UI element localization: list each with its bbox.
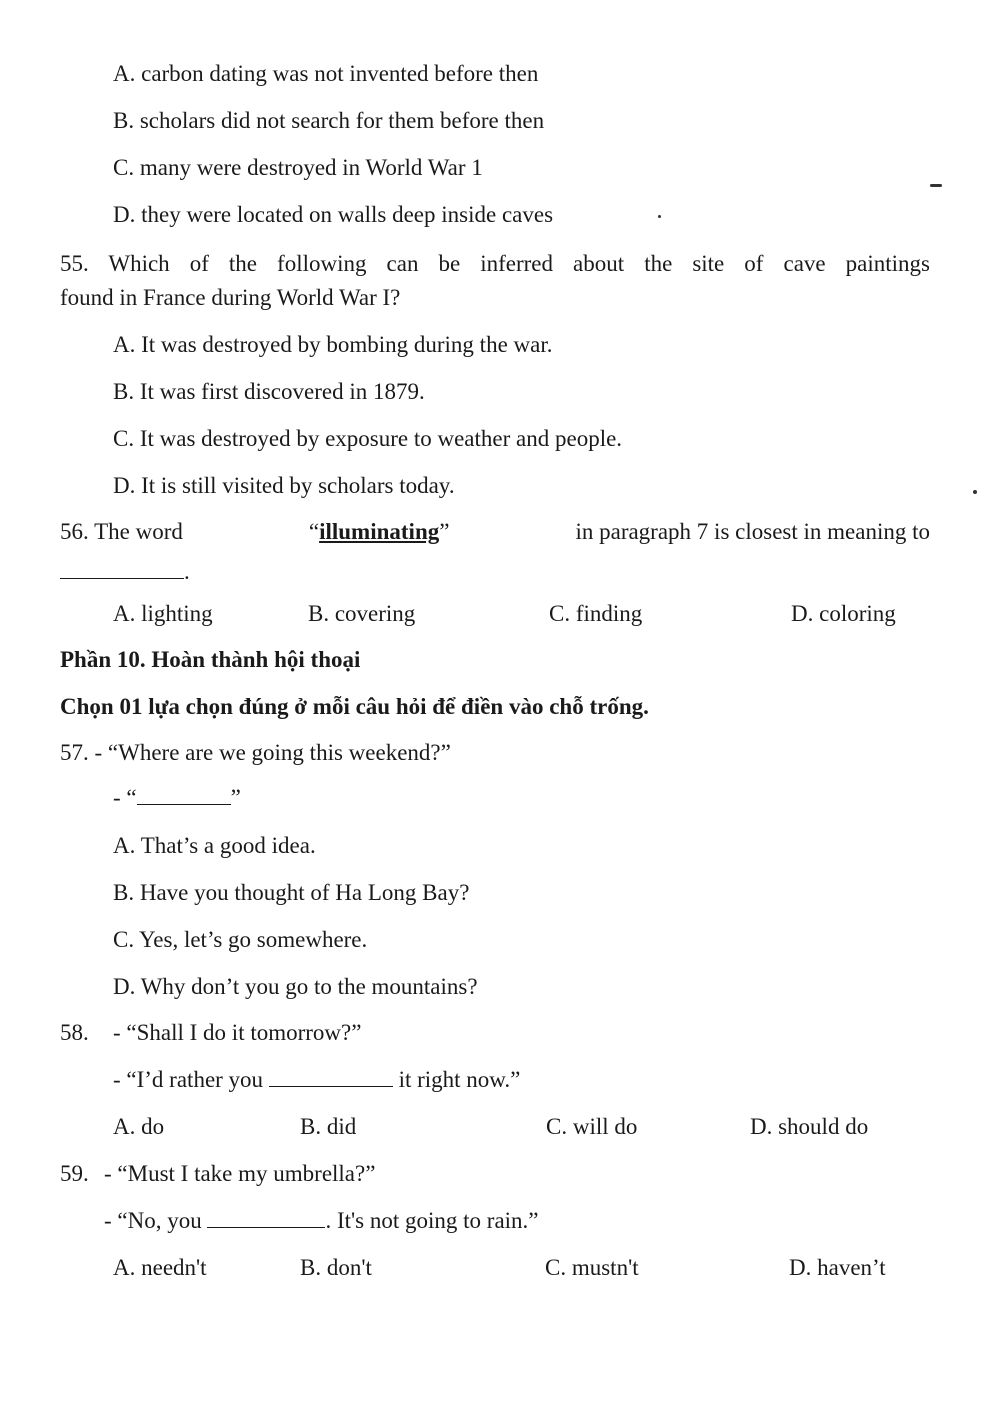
q58-option-a: A. do bbox=[113, 1114, 165, 1139]
q56-keyword-group bbox=[309, 518, 450, 546]
q56-option-b: B. covering bbox=[308, 601, 416, 626]
q59-reply-before: - “No, you bbox=[104, 1208, 202, 1233]
q58-option-c: C. will do bbox=[546, 1114, 638, 1139]
q59-prompt: - “Must I take my umbrella?” bbox=[104, 1161, 376, 1186]
q54-option-b: B. scholars did not search for them before then bbox=[113, 108, 545, 133]
q54-option-c: C. many were destroyed in World War 1 bbox=[113, 155, 483, 180]
q55-option-c: C. It was destroyed by exposure to weather and people. bbox=[113, 426, 623, 451]
q57-reply-open: - “ bbox=[113, 785, 137, 810]
q59-option-b: B. don't bbox=[300, 1255, 372, 1280]
q55-option-a: A. It was destroyed by bombing during the war. bbox=[113, 332, 553, 357]
q59-blank bbox=[207, 1207, 325, 1228]
q56-option-c: C. finding bbox=[549, 601, 643, 626]
q59-reply-after: . It's not going to rain.” bbox=[325, 1208, 539, 1233]
q56-blank bbox=[60, 558, 184, 579]
q57-option-c: C. Yes, let’s go somewhere. bbox=[113, 927, 368, 952]
section-instruction: Chọn 01 lựa chọn đúng ở mỗi câu hỏi để điền vào chỗ trống. bbox=[60, 694, 649, 719]
q57-blank bbox=[137, 784, 231, 805]
scan-speck bbox=[658, 215, 661, 218]
q57-option-d: D. Why don’t you go to the mountains? bbox=[113, 974, 478, 999]
q54-option-a: A. carbon dating was not invented before then bbox=[113, 61, 539, 86]
q55-stem-line1: 55. Which of the following can be inferred about the site of cave paintings bbox=[60, 251, 930, 276]
q58-reply-after: it right now.” bbox=[398, 1067, 521, 1092]
section-title: Phần 10. Hoàn thành hội thoại bbox=[60, 647, 361, 672]
q56-stem bbox=[60, 518, 930, 546]
q56-answer-line bbox=[60, 558, 190, 586]
q58-number: 58. bbox=[60, 1020, 89, 1045]
q59-option-c: C. mustn't bbox=[545, 1255, 639, 1280]
q55-option-b: B. It was first discovered in 1879. bbox=[113, 379, 425, 404]
q56-close-quote: ” bbox=[439, 519, 450, 544]
q58-reply-before: - “I’d rather you bbox=[113, 1067, 264, 1092]
q55-stem-line2: found in France during World War I? bbox=[60, 285, 401, 310]
q57-option-b: B. Have you thought of Ha Long Bay? bbox=[113, 880, 470, 905]
q58-option-d: D. should do bbox=[750, 1114, 869, 1139]
q57-reply bbox=[113, 784, 241, 812]
q58-option-b: B. did bbox=[300, 1114, 357, 1139]
q57-option-a: A. That’s a good idea. bbox=[113, 833, 316, 858]
q56-option-a: A. lighting bbox=[113, 601, 213, 626]
q54-option-d: D. they were located on walls deep inside caves bbox=[113, 202, 554, 227]
q56-option-d: D. coloring bbox=[791, 601, 896, 626]
scan-speck bbox=[973, 490, 977, 494]
q57-prompt: 57. - “Where are we going this weekend?” bbox=[60, 740, 451, 765]
q56-keyword: illuminating bbox=[319, 519, 440, 544]
q58-prompt: - “Shall I do it tomorrow?” bbox=[113, 1020, 362, 1045]
q56-rest: in paragraph 7 is closest in meaning to bbox=[575, 519, 930, 544]
q59-option-a: A. needn't bbox=[113, 1255, 207, 1280]
q57-reply-close: ” bbox=[230, 785, 241, 810]
q55-option-d: D. It is still visited by scholars today. bbox=[113, 473, 455, 498]
scan-speck bbox=[930, 184, 942, 187]
q56-end-punct: . bbox=[184, 559, 190, 584]
q58-blank bbox=[269, 1066, 393, 1087]
q56-number: 56. The word bbox=[60, 519, 183, 544]
q58-reply bbox=[113, 1066, 520, 1094]
q59-option-d: D. haven’t bbox=[789, 1255, 886, 1280]
q56-open-quote: “ bbox=[308, 519, 320, 544]
q59-number: 59. bbox=[60, 1161, 89, 1186]
q59-reply bbox=[104, 1207, 539, 1235]
